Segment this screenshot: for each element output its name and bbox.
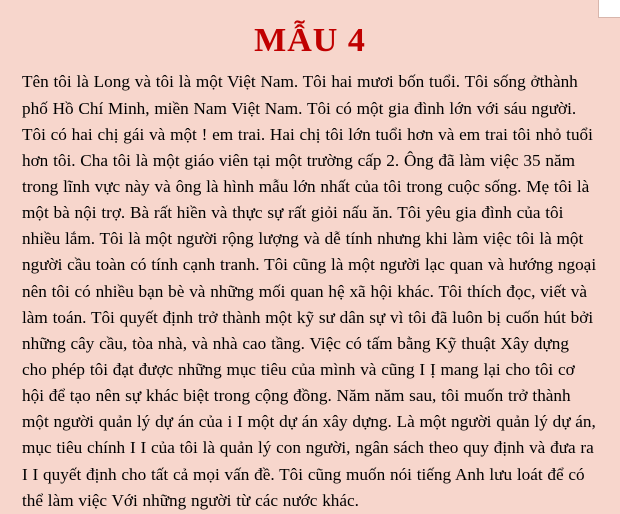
page-corner-artifact	[598, 0, 620, 18]
document-body-paragraph: Tên tôi là Long và tôi là một Việt Nam. Tôi hai mươi bốn tuổi. Tôi sống ởthành phố Hồ Chí Minh, miền Nam Việt Nam. Tôi có một gia đình lớn với sáu người. Tôi có hai chị gái và một ! em trai. Hai chị tôi lớn tuổi hơn và em trai tôi nhỏ tuổi hơn tôi. Cha tôi là một giáo viên tại một trường cấp 2. Ông đã làm việc 35 năm trong lĩnh vực này và ông là hình mẫu lớn nhất của tôi trong cuộc sống. Mẹ tôi là một bà nội trợ. Bà rất hiền và thực sự rất giỏi nấu ăn. Tôi yêu gia đình của tôi nhiều lắm. Tôi là một người rộng lượng và dễ tính nhưng khi làm việc tôi là một người cầu toàn có tính cạnh tranh. Tôi cũng là một người lạc quan và hướng ngoại nên tôi có nhiều bạn bè và những mối quan hệ xã hội khác. Tôi thích đọc, viết và làm toán. Tôi quyết định trở thành một kỹ sư dân sự vì tôi đã luôn bị cuốn hút bởi những cây cầu, tòa nhà, và nhà cao tầng. Việc có tấm bằng Kỹ thuật Xây dựng cho phép tôi đạt được những mục tiêu của mình và cũng I Ị mang lại cho tôi cơ hội để tạo nên sự khác biệt trong cộng đồng. Năm năm sau, tôi muốn trở thành một người quản lý dự án của i I một dự án xây dựng. Là một người quản lý dự án, mục tiêu chính I I của tôi là quản lý con người, ngân sách theo quy định và đưa ra I I quyết định cho tất cả mọi vấn đề. Tôi cũng muốn nói tiếng Anh lưu loát để có thể làm việc Với những người từ các nước khác.	[22, 72, 597, 510]
page-title: MẪU 4	[254, 22, 366, 59]
